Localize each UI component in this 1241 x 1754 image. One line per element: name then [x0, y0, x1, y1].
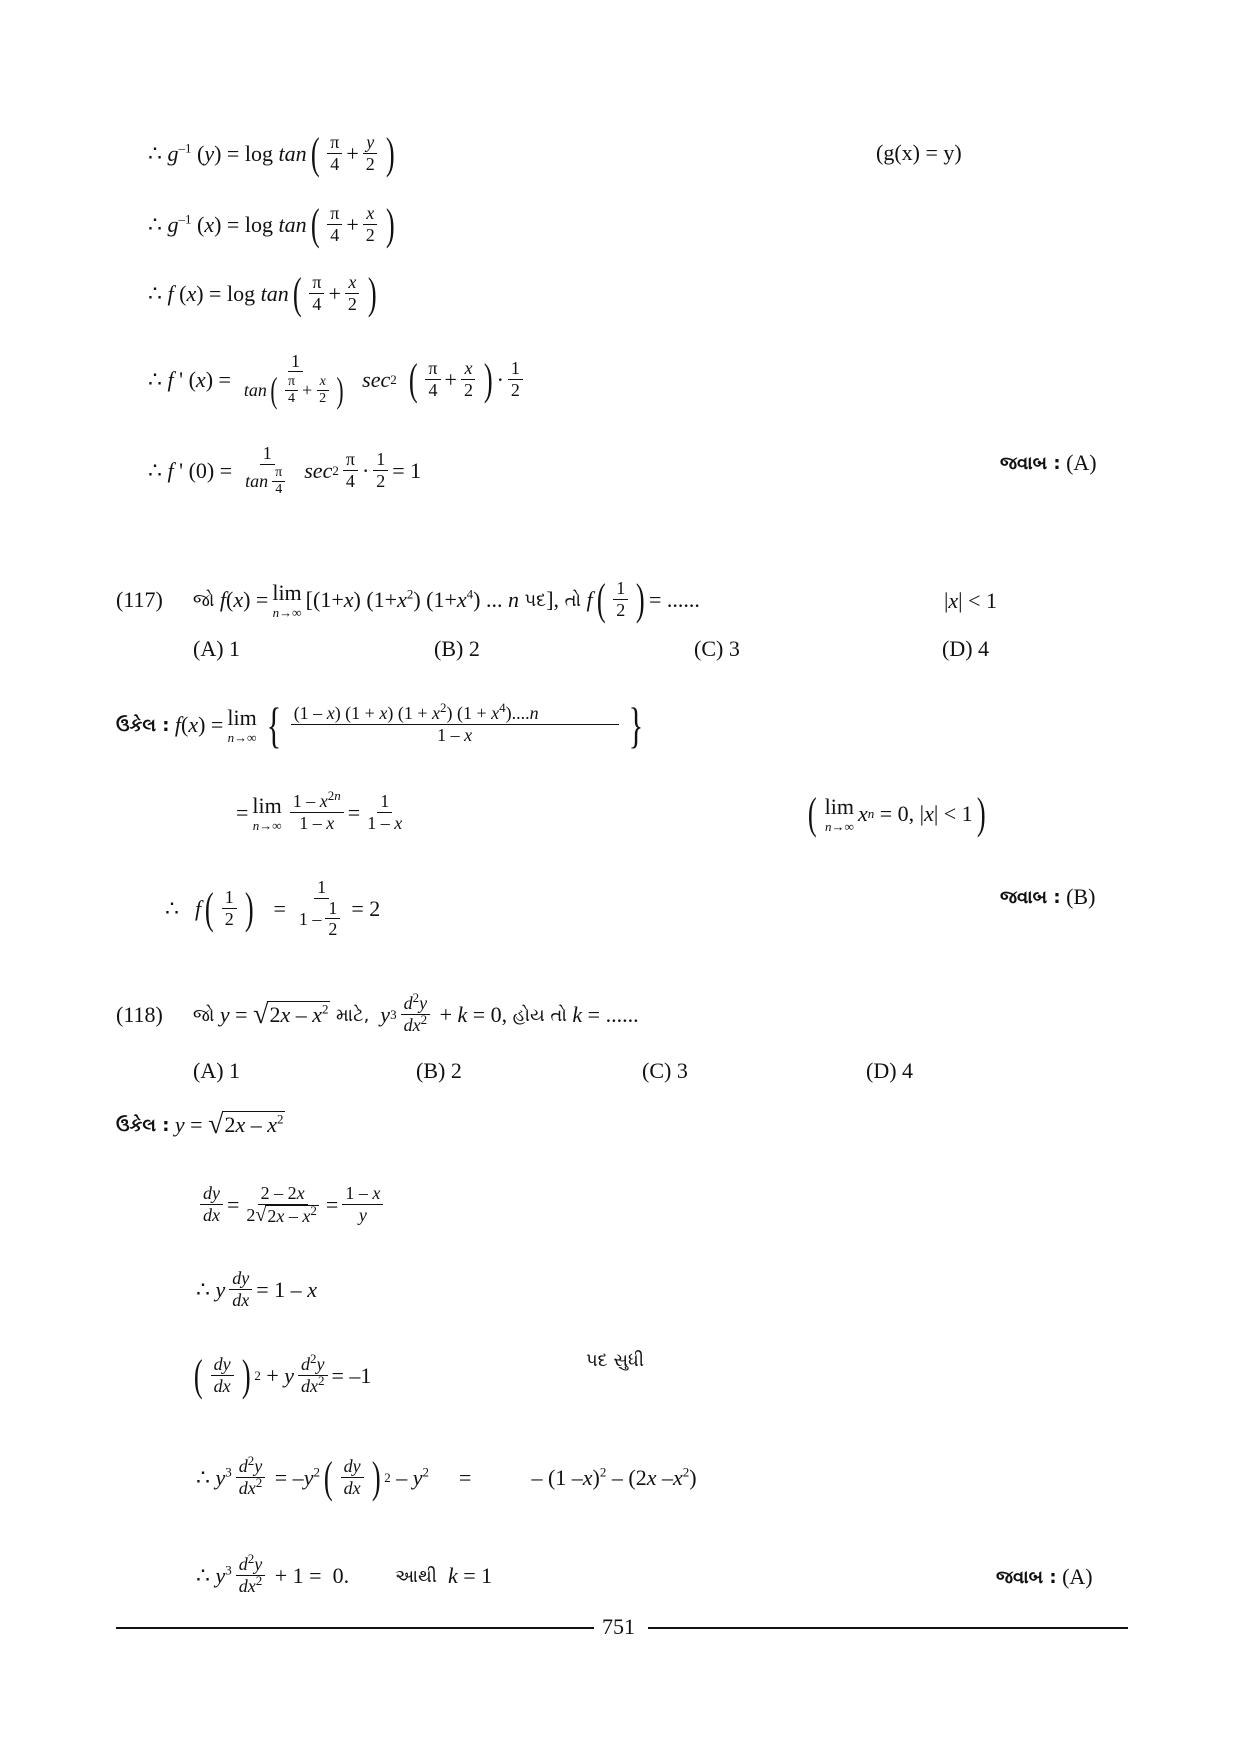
question-117: (117) જો f(x) = lim n→∞ [(1+x) $(1+x^2)$ $(1+x^4)$ ... n પદ ], તો f ( $\frac{1}{2}$ ) = ...... — [116, 575, 700, 624]
q118-second-derivative: ( $\frac{dy}{dx}$ ) 2 + y $\frac{d^2y}{dx^2}$ = –1 — [193, 1351, 372, 1400]
answer-q118: જવાબ : (A) — [996, 1564, 1093, 1589]
q118-option-b: (B) 2 — [416, 1058, 462, 1083]
q118-option-a: (A) 1 — [193, 1058, 241, 1083]
q117-condition: |x| < 1 — [944, 588, 997, 613]
footer-rule-right — [648, 1627, 1128, 1629]
question-number: (117) — [116, 587, 163, 612]
page-number: 751 — [602, 1614, 635, 1639]
q117-option-d: (D) 4 — [942, 636, 990, 661]
q117-option-c: (C) 3 — [694, 636, 740, 661]
note-g-equals-y: (g(x) = y) — [876, 140, 962, 165]
q117-solution-2: = lim n→∞ $\frac{1 - x^{2n}}{1 - x}$ = $\frac{1}{1 - x}$ — [236, 788, 403, 834]
q117-limit-note: ( lim n→∞ x n = 0, |x| < 1 ) — [807, 789, 986, 838]
eq-ginv-x: ∴ $g^{-1}$ (x) = log tan ( $\frac{\pi}{4}$ + $\frac{x}{2}$ ) — [148, 200, 395, 249]
eq-f-prime-0: ∴ f ' (0) = 1 tan $\frac{\pi}{4}$ sec 2 $\frac{\pi}{4}$ · $\frac{1}{2}$ = 1 — [148, 443, 422, 497]
eq-f-x: ∴ f (x) = log tan ( $\frac{\pi}{4}$ + $\frac{x}{2}$ ) — [148, 269, 377, 318]
q118-solution-1: ઉકેલ : y = √ $2x - x^2$ — [116, 1109, 284, 1140]
eq-ginv-y: ∴ $g^{-1}$ (y) = log tan ( $\frac{\pi}{4}$ + $\frac{y}{2}$ ) — [148, 129, 395, 178]
q117-option-a: (A) 1 — [193, 636, 241, 661]
q118-dydx: $\frac{dy}{dx}$ = 2 – 2x 2 √ $2x - x^2$ = $\frac{1 - x}{y}$ — [196, 1165, 387, 1245]
q118-option-c: (C) 3 — [642, 1058, 688, 1083]
question-118: (118) જો y = √ $2x - x^2$ માટે, y 3 $\frac{d^2y}{dx^2}$ + k = 0, હોય તો k = ...... — [116, 990, 639, 1036]
q118-option-d: (D) 4 — [866, 1058, 914, 1083]
footer-rule-left — [116, 1627, 594, 1629]
q118-ydydx: ∴ y $\frac{dy}{dx}$ = 1 – x — [196, 1268, 317, 1311]
answer-q117: જવાબ : (B) — [1000, 884, 1096, 909]
eq-f-prime-x: ∴ f ' (x) = 1 tan ( $\frac{\pi}{4}$ + $\frac{x}{2}$ ) sec 2 ( $\frac{\pi}{4}$ + $\frac{x}{2}$ ) · $\frac{1}{2}$ — [148, 340, 527, 420]
question-number: (118) — [116, 1002, 163, 1027]
q118-final: ∴ $y^3$ $\frac{d^2y}{dx^2}$ + 1 = 0. આથી k = 1 — [196, 1551, 493, 1597]
q117-solution-1: ઉકેલ : f(x) = lim n→∞ { $\frac{(1 - x) (1 + x) (1 + x^2) (1 + x^4)....n}{1 - x}$ } — [116, 697, 643, 753]
q117-solution-3: ∴ f ( $\frac{1}{2}$ ) = 1 1 – $\frac{1}{2}$ = 2 — [165, 876, 381, 940]
q117-option-b: (B) 2 — [434, 636, 480, 661]
answer-top: જવાબ : (A) — [1000, 450, 1097, 475]
q118-pad-sudhi: પદ સુધી — [586, 1350, 644, 1371]
q118-y3-expression: ∴ $y^3$ $\frac{d^2y}{dx^2}$ = $-y^2$ ( $\frac{dy}{dx}$ ) 2 – $y^2$ = – (1 –x)$^2$ – (2x $-x^2$) — [196, 1453, 697, 1502]
